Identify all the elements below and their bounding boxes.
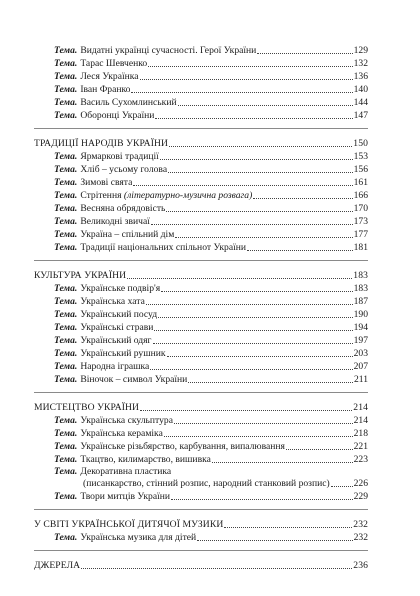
- entry-title: Василь Сухомлинський: [80, 97, 177, 108]
- entry-title: Українська музика для дітей: [80, 532, 197, 543]
- table-of-contents: [34, 44, 368, 573]
- entry-title: Тарас Шевченко: [80, 58, 148, 69]
- toc-entry[interactable]: [34, 414, 368, 427]
- toc-section: [34, 137, 368, 261]
- tema-label: Тема.: [54, 348, 78, 359]
- page-number: 173: [353, 216, 368, 227]
- dot-leader: [212, 462, 353, 463]
- entry-title: Українське подвір'я: [80, 283, 161, 294]
- entry-title: Українське різьбярство, карбування, випалювання: [80, 441, 285, 452]
- toc-entry[interactable]: [34, 215, 368, 228]
- tema-label: Тема.: [54, 361, 78, 372]
- tema-label: Тема.: [54, 110, 78, 121]
- toc-entry[interactable]: [34, 57, 368, 70]
- toc-section: [34, 559, 368, 573]
- toc-section: [34, 44, 368, 129]
- dot-leader: [171, 499, 353, 500]
- dot-leader: [158, 317, 352, 318]
- toc-entry[interactable]: [34, 176, 368, 189]
- dot-leader: [140, 79, 353, 80]
- page-number: 214: [353, 402, 368, 413]
- page-number: 190: [353, 309, 368, 320]
- tema-label: Тема.: [54, 454, 78, 465]
- entry-title: Ткацтво, килимарство, вишивка: [80, 454, 211, 465]
- section-heading-title: КУЛЬТУРА УКРАЇНИ: [34, 270, 127, 281]
- toc-entry[interactable]: [34, 150, 368, 163]
- toc-entry[interactable]: [34, 70, 368, 83]
- toc-entry[interactable]: [34, 282, 368, 295]
- page-number: 177: [353, 229, 368, 240]
- tema-label: Тема.: [54, 190, 78, 201]
- tema-label: Тема.: [54, 164, 78, 175]
- toc-entry[interactable]: [34, 109, 368, 122]
- tema-label: Тема.: [54, 216, 78, 227]
- toc-entry[interactable]: [34, 334, 368, 347]
- dot-leader: [175, 237, 352, 238]
- page-number: 132: [353, 58, 368, 69]
- dot-leader: [247, 250, 353, 251]
- dot-leader: [168, 172, 353, 173]
- page-number: 203: [353, 348, 368, 359]
- section-heading-title: ТРАДИЦІЇ НАРОДІВ УКРАЇНИ: [34, 138, 169, 149]
- toc-entry-continuation[interactable]: [34, 478, 368, 490]
- dot-leader: [146, 304, 353, 305]
- tema-label: Тема.: [54, 58, 78, 69]
- tema-label: Тема.: [54, 71, 78, 82]
- page-number: 140: [353, 84, 368, 95]
- section-heading-title: У СВІТІ УКРАЇНСЬКОЇ ДИТЯЧОЇ МУЗИКИ: [34, 519, 224, 530]
- toc-entry[interactable]: [34, 228, 368, 241]
- page-number: 153: [353, 151, 368, 162]
- dot-leader: [257, 53, 352, 54]
- page-number: 223: [353, 454, 368, 465]
- entry-title: Великодні звичаї: [80, 216, 150, 227]
- dot-leader: [160, 159, 353, 160]
- dot-leader: [140, 410, 352, 411]
- page-number: 181: [353, 242, 368, 253]
- entry-title: Іван Франко: [80, 84, 131, 95]
- toc-entry[interactable]: [34, 44, 368, 57]
- toc-section-heading[interactable]: [34, 269, 368, 282]
- page-number: 211: [353, 374, 368, 385]
- toc-entry[interactable]: [34, 531, 368, 544]
- dot-leader: [131, 92, 352, 93]
- toc-section: [34, 518, 368, 551]
- dot-leader: [286, 449, 353, 450]
- entry-title: Ярмаркові традиції: [80, 151, 159, 162]
- tema-label: Тема.: [54, 322, 78, 333]
- dot-leader: [150, 369, 352, 370]
- toc-entry[interactable]: [34, 373, 368, 386]
- toc-entry[interactable]: [34, 490, 368, 503]
- tema-label: Тема.: [54, 242, 78, 253]
- page-number: 221: [353, 441, 368, 452]
- page-number: 194: [353, 322, 368, 333]
- entry-continuation-text: (писанкарство, стінний розпис, народний станковий розпис): [83, 478, 330, 489]
- dot-leader: [331, 486, 353, 487]
- entry-title: Весняна обрядовість: [80, 203, 166, 214]
- toc-section-heading[interactable]: [34, 137, 368, 150]
- tema-label: Тема.: [54, 296, 78, 307]
- entry-title: Народна іграшка: [80, 361, 150, 372]
- page-number: 214: [353, 415, 368, 426]
- dot-leader: [127, 278, 352, 279]
- page-number: 232: [353, 532, 368, 543]
- tema-label: Тема.: [54, 374, 78, 385]
- tema-label: Тема.: [54, 441, 78, 452]
- dot-leader: [148, 66, 352, 67]
- entry-note: (літературно-музична розвага): [123, 190, 253, 201]
- tema-label: Тема.: [54, 177, 78, 188]
- tema-label: Тема.: [54, 97, 78, 108]
- entry-title: Український рушник: [80, 348, 166, 359]
- page-number: 136: [353, 71, 368, 82]
- page-number: 150: [353, 138, 368, 149]
- toc-entry[interactable]: [34, 308, 368, 321]
- dot-leader: [133, 185, 352, 186]
- toc-entry[interactable]: [34, 241, 368, 254]
- dot-leader: [188, 382, 353, 383]
- tema-label: Тема.: [54, 532, 78, 543]
- entry-title: Зимові свята: [80, 177, 133, 188]
- entry-title: Стрітення: [80, 190, 122, 201]
- page-number: 183: [353, 270, 368, 281]
- dot-leader: [151, 224, 353, 225]
- entry-title: Декоративна пластика: [80, 466, 172, 477]
- dot-leader: [197, 540, 352, 541]
- toc-entry[interactable]: [34, 360, 368, 373]
- page-number: 187: [353, 296, 368, 307]
- tema-label: Тема.: [54, 415, 78, 426]
- tema-label: Тема.: [54, 428, 78, 439]
- tema-label: Тема.: [54, 309, 78, 320]
- entry-title: Хліб – усьому голова: [80, 164, 168, 175]
- page-number: 144: [353, 97, 368, 108]
- page-number: 207: [353, 361, 368, 372]
- tema-label: Тема.: [54, 203, 78, 214]
- toc-entry[interactable]: [34, 453, 368, 466]
- entry-title: Український одяг: [80, 335, 152, 346]
- entry-title: Видатні українці сучасності. Герої України: [80, 45, 257, 56]
- toc-entry[interactable]: [34, 321, 368, 334]
- dot-leader: [161, 291, 352, 292]
- dot-leader: [224, 527, 352, 528]
- dot-leader: [169, 146, 352, 147]
- page-number: 218: [353, 428, 368, 439]
- dot-leader: [167, 356, 353, 357]
- dot-leader: [174, 423, 353, 424]
- page-number: 161: [353, 177, 368, 188]
- toc-entry[interactable]: [34, 202, 368, 215]
- toc-section-heading[interactable]: [34, 401, 368, 414]
- page-number: 229: [353, 491, 368, 502]
- page-number: 232: [353, 519, 368, 530]
- tema-label: Тема.: [54, 151, 78, 162]
- page-number: 147: [353, 110, 368, 121]
- entry-title: Українські страви: [80, 322, 154, 333]
- toc-section: [34, 269, 368, 393]
- dot-leader: [155, 118, 352, 119]
- tema-label: Тема.: [54, 466, 78, 477]
- page-number: 129: [353, 45, 368, 56]
- dot-leader: [154, 330, 352, 331]
- entry-title: Українська хата: [80, 296, 145, 307]
- toc-section-heading[interactable]: [34, 518, 368, 531]
- toc-entry[interactable]: [34, 466, 368, 478]
- dot-leader: [166, 211, 352, 212]
- tema-label: Тема.: [54, 45, 78, 56]
- tema-label: Тема.: [54, 229, 78, 240]
- page-number: 236: [353, 560, 368, 571]
- toc-entry[interactable]: [34, 83, 368, 96]
- toc-entry[interactable]: [34, 189, 368, 202]
- page-number: 197: [353, 335, 368, 346]
- toc-section: [34, 401, 368, 510]
- page-number: 166: [353, 190, 368, 201]
- page-number: 156: [353, 164, 368, 175]
- tema-label: Тема.: [54, 491, 78, 502]
- page-number: 183: [353, 283, 368, 294]
- dot-leader: [253, 198, 352, 199]
- toc-entry[interactable]: [34, 427, 368, 440]
- tema-label: Тема.: [54, 283, 78, 294]
- entry-title: Віночок – символ України: [80, 374, 188, 385]
- page-number: 170: [353, 203, 368, 214]
- dot-leader: [81, 568, 352, 569]
- tema-label: Тема.: [54, 335, 78, 346]
- section-heading-title: ДЖЕРЕЛА: [34, 560, 81, 571]
- entry-title: Український посуд: [80, 309, 158, 320]
- entry-title: Оборонці України: [80, 110, 155, 121]
- toc-entry[interactable]: [34, 347, 368, 360]
- entry-title: Леся Українка: [80, 71, 139, 82]
- toc-entry[interactable]: [34, 163, 368, 176]
- toc-entry[interactable]: [34, 440, 368, 453]
- dot-leader: [153, 343, 353, 344]
- dot-leader: [178, 105, 353, 106]
- tema-label: Тема.: [54, 84, 78, 95]
- toc-entry[interactable]: [34, 295, 368, 308]
- section-heading-title: МИСТЕЦТВО УКРАЇНИ: [34, 402, 140, 413]
- entry-title: Традиції національних спільнот України: [80, 242, 247, 253]
- entry-title: Україна – спільний дім: [80, 229, 175, 240]
- entry-title: Українська скульптура: [80, 415, 173, 426]
- toc-section-heading[interactable]: [34, 559, 368, 572]
- entry-title: Українська кераміка: [80, 428, 163, 439]
- toc-entry[interactable]: [34, 96, 368, 109]
- page-number: 226: [353, 478, 368, 489]
- dot-leader: [164, 436, 353, 437]
- entry-title: Твори митців України: [80, 491, 171, 502]
